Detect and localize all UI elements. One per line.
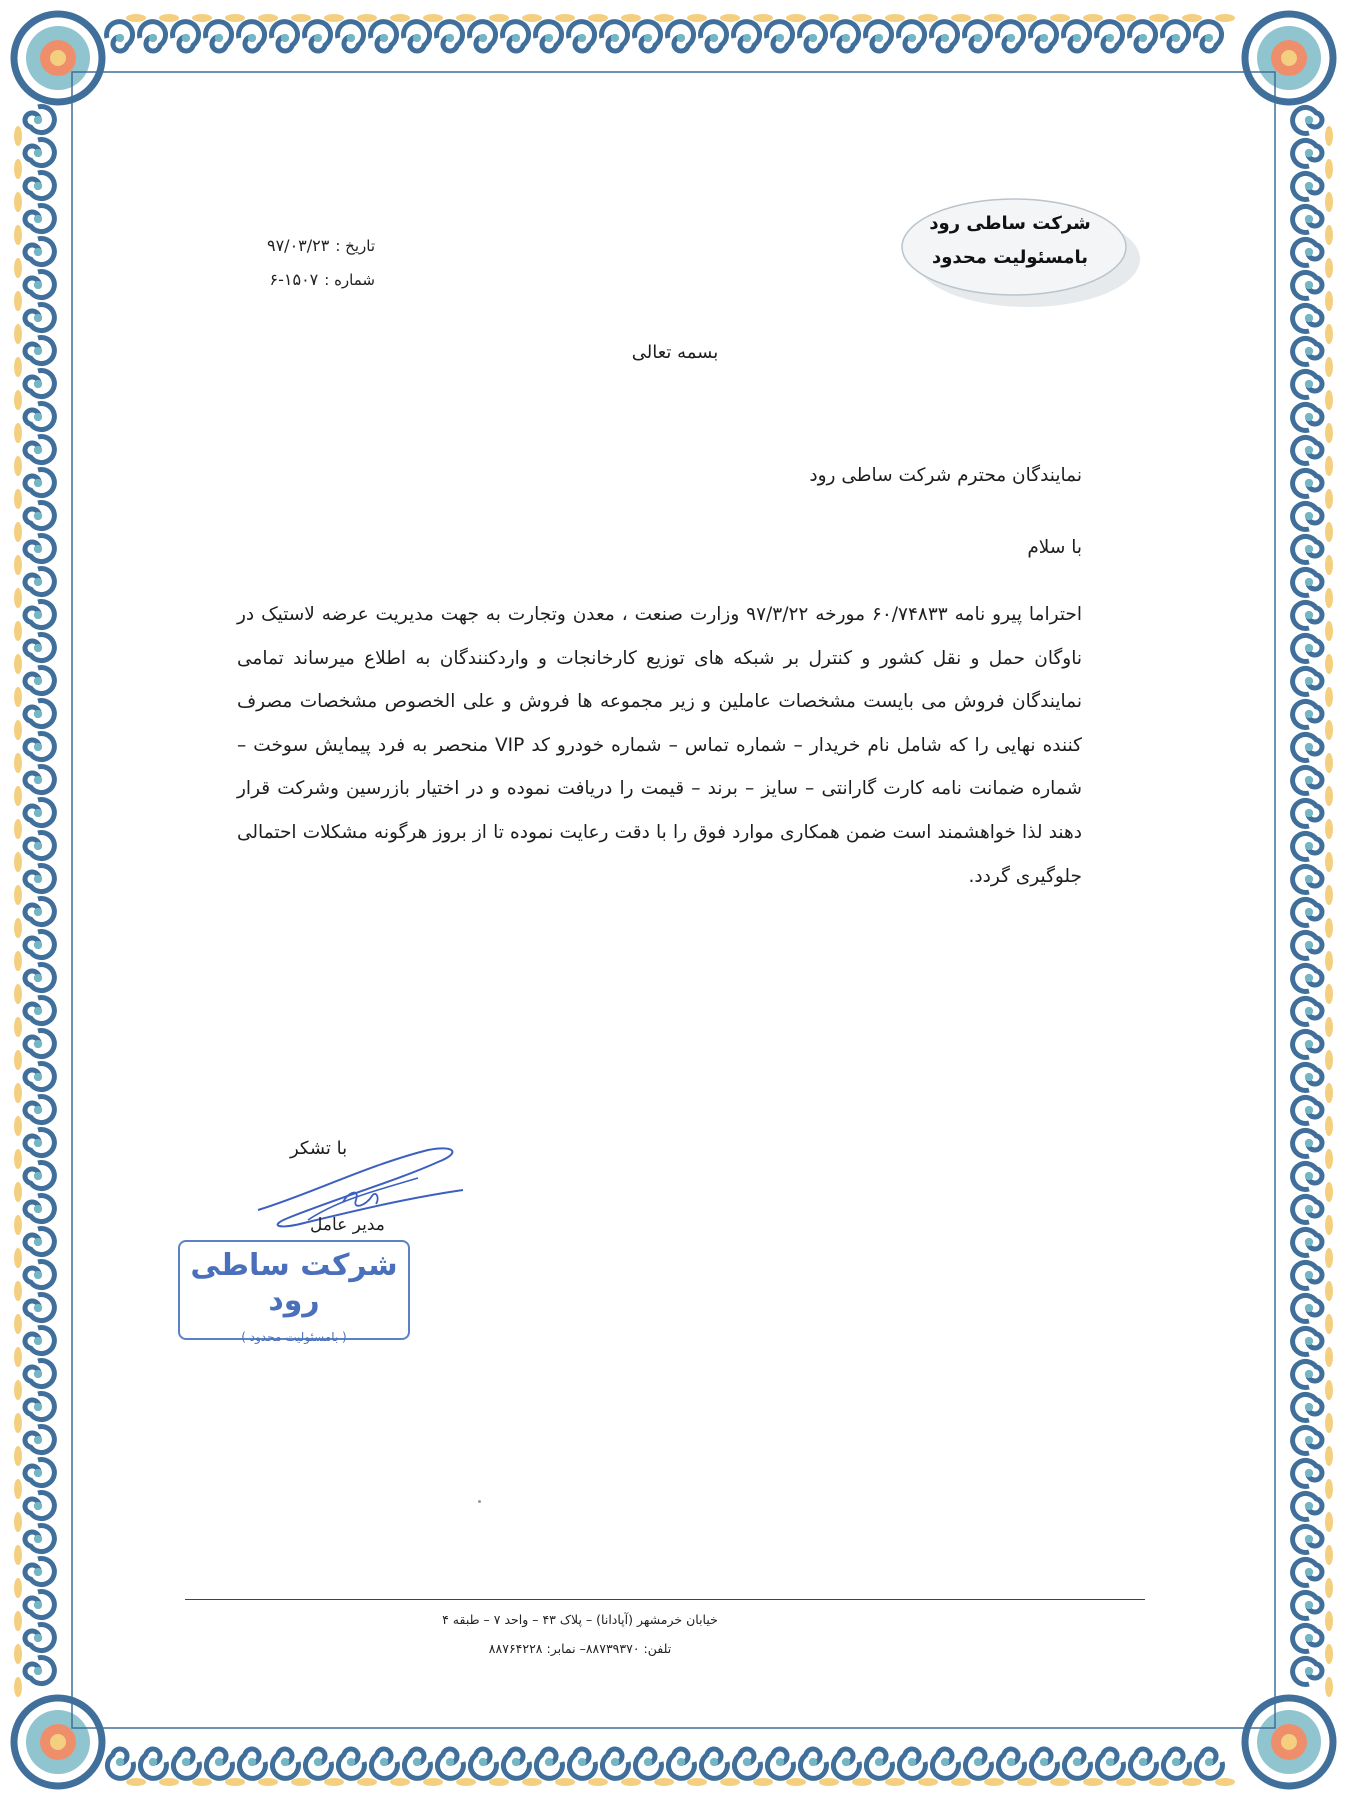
addressee: نمایندگان محترم شرکت ساطی رود (809, 465, 1082, 486)
speck (478, 1500, 481, 1503)
letterhead-text (925, 207, 1095, 275)
number-line (145, 270, 375, 289)
number-label: شماره : (324, 271, 375, 289)
stamp-title: شرکت ساطی رود (190, 1248, 398, 1318)
letterhead-company-name: شرکت ساطی رود (929, 213, 1091, 234)
date-label: تاریخ : (335, 237, 375, 255)
invocation: بسمه تعالی (631, 342, 719, 363)
footer-divider (185, 1599, 1145, 1600)
letterhead-company-type: بامسئولیت محدود (932, 247, 1088, 268)
stamp-subtitle: ( بامسئولیت محدود ) (241, 1330, 347, 1344)
date-value: ۹۷/۰۳/۲۳ (266, 236, 330, 255)
date-line (145, 236, 375, 255)
signatory-role: مدیر عامل (310, 1215, 385, 1235)
letter-body: احتراما پیرو نامه ۶۰/۷۴۸۳۳ مورخه ۹۷/۳/۲۲ وزارت صنعت ، معدن وتجارت به جهت مدیریت عرضه لاستیک در ناوگان حمل و نقل کشور و کنترل بر شبکه های توزیع کارخانجات و واردکنندگان به اطلاع میرساند تمامی نمایندگان فروش می بایست مشخصات عاملین و زیر مجموعه ها فروش و علی الخصوص مشخصات مصرف کننده نهایی را که شامل نام خریدار – شماره تماس – شماره خودرو کد VIP منحصر به فرد پیمایش سوخت – شماره ضمانت نامه کارت گارانتی – سایز – برند – قیمت را دریافت نموده و در اختیار بازرسین وشرکت قرار دهند لذا خواهشمند است ضمن همکاری موارد فوق را با دقت رعایت نموده تا از بروز هرگونه مشکلات احتمالی جلوگیری گردد. (237, 604, 1082, 887)
footer-phones: تلفن: ۸۸۷۳۹۳۷۰– نمابر: ۸۸۷۶۴۲۲۸ (488, 1641, 672, 1656)
footer-address: خیابان خرمشهر (آپادانا) – پلاک ۴۳ – واحد ۷ – طبقه ۴ (442, 1612, 718, 1627)
company-stamp (178, 1240, 410, 1344)
closing: با تشکر (290, 1138, 348, 1159)
number-value: ۱۵۰۷-۶ (269, 270, 319, 289)
greeting: با سلام (1027, 537, 1082, 558)
